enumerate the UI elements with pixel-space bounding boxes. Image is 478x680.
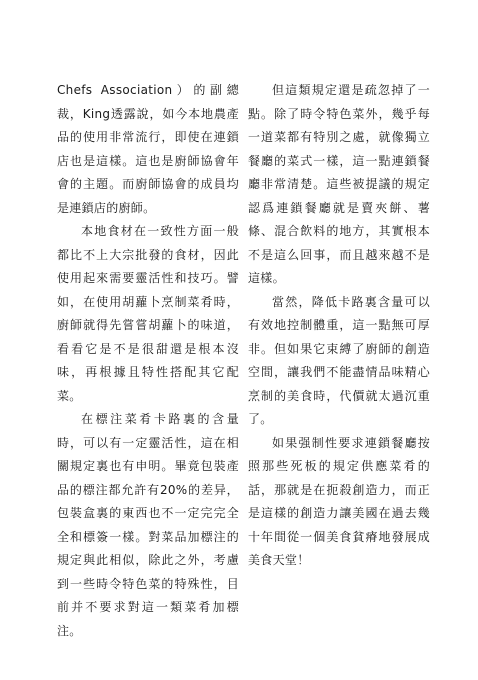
paragraph-conclusion: 如果强制性要求連鎖餐廳按照那些死板的規定供應菜肴的話，那就是在扼殺創造力，而正是這樣的創造力讓美國在過去幾十年間從一個美食貧瘠地發展成美食天堂！: [248, 435, 430, 567]
right-column: [248, 79, 430, 573]
paragraph-oversight: 但這類規定還是疏忽掉了一點。除了時令特色菜外，幾乎每一道菜都有特別之處，就像獨立餐廳的菜式一樣，這一點連鎖餐廳非常清楚。這些被提議的規定認爲連鎖餐廳就是賣夾餅、薯條、混合飲料的地方，其實根本不是這么回事，而且越來越不是這樣。: [248, 83, 430, 285]
paragraph-local-ingredients: 本地食材在一致性方面一般都比不上大宗批發的食材，因此使用起來需要靈活性和技巧。譬如，在使用胡蘿卜烹制菜肴時，廚師就得先嘗嘗胡蘿卜的味道，看看它是不是很甜還是根本沒味，再根據且特性搭配其它配菜。: [57, 224, 239, 403]
paragraph-continued: Chefs Association）的副總裁，King透露說，如今本地農產品的使用非常流行，即使在連鎖店也是這樣。這也是廚師協會年會的主題。而廚師協會的成員均是連鎖店的廚師。: [57, 83, 239, 215]
paragraph-calorie-labeling: 在標注菜肴卡路裏的含量時，可以有一定靈活性，這在相關規定裏也有申明。畢竟包裝產品的標注都允許有20%的差异，包裝盒裏的東西也不一定完完全全和標簽一樣。對菜品加標注的規定與此相似，除此之外，考慮到一些時令特色菜的特殊性，目前并不要求對這一類菜肴加標注。: [57, 412, 239, 638]
paragraph-weight-control: 當然，降低卡路裏含量可以有效地控制體重，這一點無可厚非。但如果它束縛了廚師的創造空間，讓我們不能盡情品味精心烹制的美食時，代價就太過沉重了。: [248, 294, 430, 426]
left-column: [57, 79, 239, 643]
